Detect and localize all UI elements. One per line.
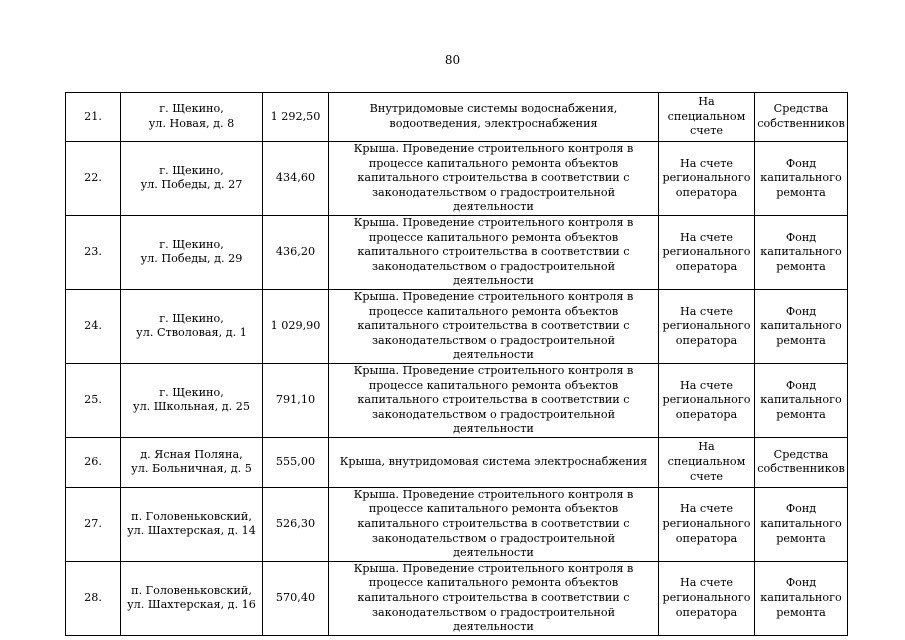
area-cell: 526,30 bbox=[263, 487, 329, 561]
address-cell bbox=[121, 561, 263, 635]
works-cell: Крыша. Проведение строительного контроля в процессе капитального ремонта объектов капитального строительства в соответствии с законодательством о градостроительной деятельности bbox=[329, 142, 659, 216]
works-cell: Крыша. Проведение строительного контроля в процессе капитального ремонта объектов капитального строительства в соответствии с законодательством о градостроительной деятельности bbox=[329, 487, 659, 561]
works-cell: Крыша. Проведение строительного контроля в процессе капитального ремонта объектов капитального строительства в соответствии с законодательством о градостроительной деятельности bbox=[329, 289, 659, 363]
address-street: ул. Больничная, д. 5 bbox=[131, 462, 252, 476]
row-number: 26. bbox=[66, 437, 121, 487]
address-locality: п. Головеньковский, bbox=[131, 583, 252, 597]
area-cell: 1 029,90 bbox=[263, 289, 329, 363]
address-locality: д. Ясная Поляна, bbox=[140, 447, 243, 461]
address-cell bbox=[121, 487, 263, 561]
account-cell: На счете регионального оператора bbox=[659, 487, 755, 561]
table-row bbox=[66, 487, 848, 561]
funds-cell: Фонд капитального ремонта bbox=[755, 142, 848, 216]
area-cell: 555,00 bbox=[263, 437, 329, 487]
area-cell: 434,60 bbox=[263, 142, 329, 216]
table-row bbox=[66, 363, 848, 437]
funds-cell: Фонд капитального ремонта bbox=[755, 289, 848, 363]
address-cell bbox=[121, 215, 263, 289]
works-cell: Крыша. Проведение строительного контроля в процессе капитального ремонта объектов капитального строительства в соответствии с законодательством о градостроительной деятельности bbox=[329, 363, 659, 437]
address-street: ул. Шахтерская, д. 16 bbox=[127, 598, 256, 612]
address-cell bbox=[121, 437, 263, 487]
area-cell: 791,10 bbox=[263, 363, 329, 437]
capital-repair-table bbox=[65, 92, 848, 636]
table-row bbox=[66, 289, 848, 363]
funds-cell: Фонд капитального ремонта bbox=[755, 215, 848, 289]
row-number: 24. bbox=[66, 289, 121, 363]
address-street: ул. Стволовая, д. 1 bbox=[136, 326, 247, 340]
table-row bbox=[66, 215, 848, 289]
area-cell: 436,20 bbox=[263, 215, 329, 289]
account-cell: На счете регионального оператора bbox=[659, 363, 755, 437]
row-number: 27. bbox=[66, 487, 121, 561]
table-row bbox=[66, 561, 848, 635]
address-cell bbox=[121, 363, 263, 437]
works-cell: Крыша, внутридомовая система электроснабжения bbox=[329, 437, 659, 487]
account-cell: На счете регионального оператора bbox=[659, 289, 755, 363]
address-locality: г. Щекино, bbox=[159, 385, 224, 399]
address-locality: г. Щекино, bbox=[159, 311, 224, 325]
area-cell: 1 292,50 bbox=[263, 93, 329, 142]
works-cell: Крыша. Проведение строительного контроля в процессе капитального ремонта объектов капитального строительства в соответствии с законодательством о градостроительной деятельности bbox=[329, 561, 659, 635]
account-cell: На специальном счете bbox=[659, 437, 755, 487]
funds-cell: Фонд капитального ремонта bbox=[755, 561, 848, 635]
address-street: ул. Новая, д. 8 bbox=[148, 117, 235, 130]
area-cell: 570,40 bbox=[263, 561, 329, 635]
account-cell: На специальном счете bbox=[659, 93, 755, 142]
row-number: 25. bbox=[66, 363, 121, 437]
funds-cell: Средства собственников bbox=[755, 437, 848, 487]
row-number: 22. bbox=[66, 142, 121, 216]
funds-cell: Фонд капитального ремонта bbox=[755, 487, 848, 561]
address-street: ул. Победы, д. 27 bbox=[140, 178, 243, 192]
row-number: 28. bbox=[66, 561, 121, 635]
address-cell bbox=[121, 93, 263, 142]
account-cell: На счете регионального оператора bbox=[659, 561, 755, 635]
row-number: 21. bbox=[66, 93, 121, 142]
address-locality: п. Головеньковский, bbox=[131, 509, 252, 523]
account-cell: На счете регионального оператора bbox=[659, 142, 755, 216]
table-row bbox=[66, 93, 848, 142]
funds-cell: Фонд капитального ремонта bbox=[755, 363, 848, 437]
address-cell bbox=[121, 289, 263, 363]
address-cell bbox=[121, 142, 263, 216]
works-cell: Крыша. Проведение строительного контроля в процессе капитального ремонта объектов капитального строительства в соответствии с законодательством о градостроительной деятельности bbox=[329, 215, 659, 289]
address-street: ул. Школьная, д. 25 bbox=[132, 400, 251, 414]
works-cell: Внутридомовые системы водоснабжения, водоотведения, электроснабжения bbox=[329, 93, 659, 142]
address-locality: г. Щекино, bbox=[159, 163, 224, 177]
table-row bbox=[66, 437, 848, 487]
row-number: 23. bbox=[66, 215, 121, 289]
address-locality: г. Щекино, bbox=[159, 237, 224, 251]
account-cell: На счете регионального оператора bbox=[659, 215, 755, 289]
funds-cell: Средства собственников bbox=[755, 93, 848, 142]
table-row bbox=[66, 142, 848, 216]
address-locality: г. Щекино, bbox=[159, 102, 224, 116]
address-street: ул. Победы, д. 29 bbox=[140, 252, 243, 266]
page-number: 80 bbox=[444, 53, 461, 67]
address-street: ул. Шахтерская, д. 14 bbox=[127, 524, 256, 538]
